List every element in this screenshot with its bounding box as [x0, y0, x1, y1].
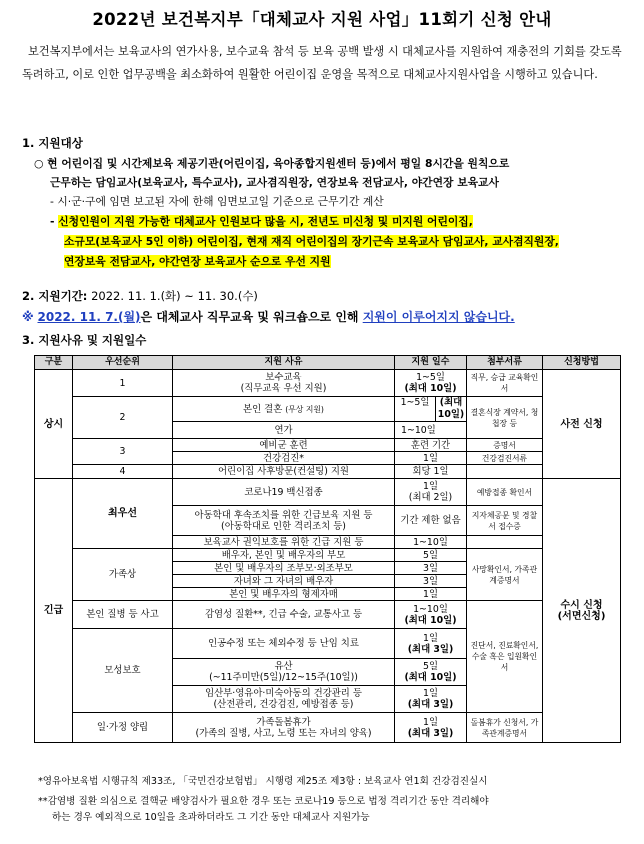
days [395, 397, 467, 422]
days [395, 659, 467, 686]
group-family: 가족상 [73, 549, 173, 601]
reason-line: 유산 [274, 661, 293, 672]
reason [173, 686, 395, 713]
days-line: (최대 3일) [407, 699, 454, 710]
reason-line: 임산부·영유아·미숙아동의 건강관리 등 [205, 688, 362, 699]
group-worklife: 일·가정 양립 [73, 713, 173, 743]
category-always: 상시 [35, 370, 73, 479]
notice-mark: ※ [22, 310, 34, 324]
days [395, 713, 467, 743]
days-max: (최대 10일) [435, 397, 466, 421]
reason: 본인 및 배우자의 조부모·외조부모 [173, 562, 395, 575]
header-cell: 첨부서류 [467, 356, 543, 370]
footnote-1: *영유아보육법 시행규칙 제33조, 「국민건강보험법」 시행령 제25조 제3항 : 보육교사 연1회 건강검진실시 [38, 776, 488, 787]
reason: 배우자, 본인 및 배우자의 부모 [173, 549, 395, 562]
days [395, 370, 467, 397]
intro-paragraph: 보건복지부에서는 보육교사의 연가사용, 보수교육 참석 등 보육 공백 발생 시 대체교사를 지원하여 재충전의 기회를 갖도록 독려하고, 이로 인한 업무공백을 최소화하여 원활한 어린이집 운영을 목적으로 대체교사지원사업을 시행하고 있습니다. [22, 45, 622, 81]
method-always: 사전 신청 [543, 370, 621, 479]
header-cell: 지원 사유 [173, 356, 395, 370]
priority: 2 [73, 397, 173, 439]
days: 3일 [395, 575, 467, 588]
reason-line: (~11주미만(5일)/12~15주(10일)) [209, 672, 358, 683]
days-line: 1일 [422, 481, 439, 492]
document: 증명서 [467, 439, 543, 452]
group-maternity: 모성보호 [73, 629, 173, 713]
reason: 인공수정 또는 체외수정 등 난임 치료 [173, 629, 395, 659]
reason: 예비군 훈련 [173, 439, 395, 452]
days-line: 5일 [422, 661, 439, 672]
notice-text1: 은 대체교사 직무교육 및 워크숍으로 인해 [140, 310, 363, 324]
reason-note: (무상 지원) [285, 404, 324, 414]
section1-bullet: ○ 현 어린이집 및 시간제보육 제공기관(어린이집, 육아종합지원센터 등)에서 평일 8시간을 원칙으로 [34, 157, 510, 170]
days-line: (최대 10일) [404, 383, 457, 394]
days: 기간 제한 없음 [395, 506, 467, 536]
days-line: 1~5일 [400, 397, 430, 408]
reason: 보육교사 권익보호를 위한 긴급 지원 등 [173, 536, 395, 549]
sub2-dash: - [50, 215, 59, 228]
document [467, 465, 543, 479]
sub2-line3: 연장보육 전담교사, 야간연장 보육교사 순으로 우선 지원 [64, 255, 331, 268]
days-line: (최대 3일) [407, 643, 454, 655]
notice-date: 2022. 11. 7.(월) [37, 310, 141, 324]
section1-bullet-cont: 근무하는 담임교사(보육교사, 특수교사), 교사겸직원장, 연장보육 전담교사, 야간연장 보육교사 [50, 176, 499, 189]
method-line: 수시 신청 [560, 599, 603, 611]
section2-heading: 2. 지원기간: [22, 289, 88, 303]
days [395, 601, 467, 629]
section1-sub1: - 시·군·구에 임면 보고된 자에 한해 임면보고일 기준으로 근무기간 계산 [50, 195, 384, 208]
reason [173, 506, 395, 536]
days-line: 1~10일 [413, 603, 448, 615]
reason [173, 659, 395, 686]
reason: 어린이집 사후방문(컨설팅) 지원 [173, 465, 395, 479]
section1-heading: 1. 지원대상 [22, 136, 83, 150]
section1-sub2-line3-wrap [64, 252, 331, 271]
table-row [35, 601, 621, 629]
section1-sub2 [50, 212, 473, 231]
days-line: 1일 [422, 716, 439, 728]
document: 결혼식장 계약서, 청첩장 등 [467, 397, 543, 439]
reason: 감염성 질환**, 긴급 수술, 교통사고 등 [173, 601, 395, 629]
document: 건강검진서류 [467, 452, 543, 465]
sub2-line1: 신청인원이 지원 가능한 대체교사 인원보다 많을 시, 전년도 미신청 및 미지원 어린이집, [58, 215, 473, 228]
header-cell: 구분 [35, 356, 73, 370]
method-urgent [543, 479, 621, 743]
reason-line: 아동학대 후속조치를 위한 긴급보육 지원 등 [194, 509, 373, 521]
reason [173, 370, 395, 397]
document: 사망확인서, 가족관계증명서 [467, 549, 543, 601]
table-row [35, 465, 621, 479]
document: 직무, 승급 교육확인서 [467, 370, 543, 397]
days [395, 686, 467, 713]
reason: 본인 및 배우자의 형제자매 [173, 588, 395, 601]
section2 [22, 288, 258, 304]
table-row [35, 479, 621, 506]
document: 예방접종 확인서 [467, 479, 543, 506]
days-line: (최대 10일) [404, 672, 457, 683]
footnote-2a: **감염병 질환 의심으로 결핵균 배양검사가 필요한 경우 또는 코로나19 등으로 법정 격리기간 동안 격리해야 [38, 796, 489, 807]
days: 1일 [395, 452, 467, 465]
section2-period: 2022. 11. 1.(화) ~ 11. 30.(수) [87, 289, 258, 303]
days [395, 479, 467, 506]
days-line: 1일 [422, 632, 439, 644]
group-sick: 본인 질병 등 사고 [73, 601, 173, 629]
page-title: 2022년 보건복지부「대체교사 지원 사업」11회기 신청 안내 [92, 10, 552, 29]
reason-line: (가족의 질병, 사고, 노령 또는 자녀의 양육) [195, 727, 372, 739]
section1-sub2-line2-wrap [64, 232, 559, 251]
priority: 4 [73, 465, 173, 479]
table-row [35, 439, 621, 452]
reason-line: 보수교육 [265, 372, 302, 383]
reason: 코로나19 백신접종 [173, 479, 395, 506]
document: 돌봄휴가 신청서, 가족관계증명서 [467, 713, 543, 743]
reason-line: (직무교육 우선 지원) [240, 383, 327, 394]
group-top: 최우선 [73, 479, 173, 549]
days-line: 1일 [422, 688, 439, 699]
reason: 자녀와 그 자녀의 배우자 [173, 575, 395, 588]
table-row [35, 370, 621, 397]
document: 진단서, 진료확인서, 수술 혹은 입원확인서 [467, 601, 543, 713]
section3-heading: 3. 지원사유 및 지원일수 [22, 333, 147, 347]
days-line: (최대 3일) [407, 727, 454, 739]
sub2-line2: 소규모(보육교사 5인 이하) 어린이집, 현재 재직 어린이집의 장기근속 보육교사 담임교사, 교사겸직원장, [64, 235, 559, 248]
document: 지자체공문 및 경찰서 접수증 [467, 506, 543, 536]
days: 5일 [395, 549, 467, 562]
footnote-2b: 하는 경우 예외적으로 10일을 초과하더라도 그 기간 동안 대체교사 지원가능 [52, 812, 370, 823]
days: 회당 1일 [395, 465, 467, 479]
notice-text2: 지원이 이루어지지 않습니다. [362, 310, 515, 324]
header-cell: 신청방법 [543, 356, 621, 370]
reason [173, 713, 395, 743]
days: 1~10일 [395, 536, 467, 549]
reason-text: 본인 결혼 [243, 403, 286, 415]
days: 1~10일 [395, 422, 467, 439]
reason: 연가 [173, 422, 395, 439]
days-line: (최대 10일) [404, 614, 457, 626]
days-line: 1~5일 [416, 372, 445, 383]
reason: 건강검진* [173, 452, 395, 465]
reason-line: (아동학대로 인한 격리조치 등) [221, 520, 346, 532]
header-cell: 우선순위 [73, 356, 173, 370]
reason-line: (산전관리, 건강검진, 예방접종 등) [213, 699, 354, 710]
reason-line: 가족돌봄휴가 [256, 716, 311, 728]
method-line: (서면신청) [557, 610, 606, 622]
days: 훈련 기간 [395, 439, 467, 452]
table-row [35, 549, 621, 562]
priority: 3 [73, 439, 173, 465]
days-line: (최대 2일) [408, 492, 453, 503]
support-table [34, 355, 621, 743]
days [395, 629, 467, 659]
table-row [35, 397, 621, 422]
priority: 1 [73, 370, 173, 397]
notice-line [22, 307, 515, 327]
reason [173, 397, 395, 422]
table-header-row [35, 356, 621, 370]
table-row [35, 713, 621, 743]
category-urgent: 긴급 [35, 479, 73, 743]
days: 1일 [395, 588, 467, 601]
document [467, 536, 543, 549]
header-cell: 지원 일수 [395, 356, 467, 370]
days: 3일 [395, 562, 467, 575]
